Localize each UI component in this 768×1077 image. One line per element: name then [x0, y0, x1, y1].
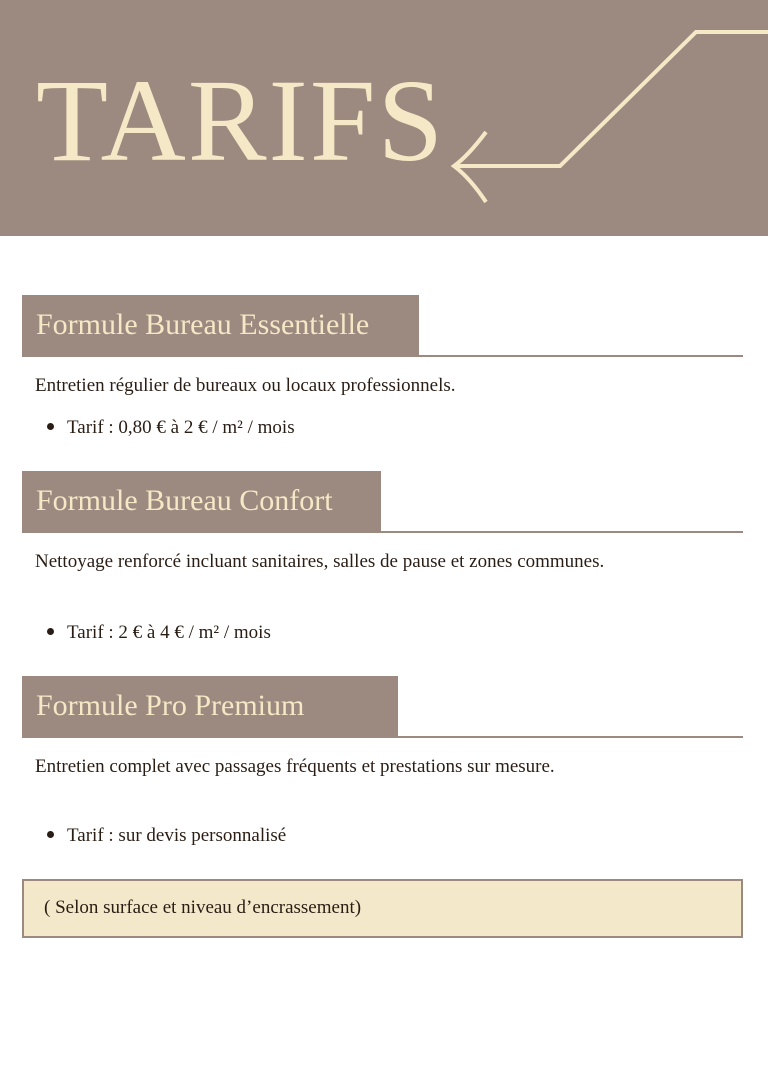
formula-confort — [22, 471, 743, 651]
formula-price — [47, 416, 295, 440]
formula-title-tag — [22, 676, 398, 738]
bullet-icon — [47, 628, 54, 635]
formula-title-tag — [22, 471, 381, 533]
section-divider — [22, 355, 743, 357]
section-divider — [22, 736, 743, 738]
price-text: Tarif : 0,80 € à 2 € / m² / mois — [67, 417, 295, 438]
pricing-note: ( Selon surface et niveau d’encrassement) — [44, 897, 362, 918]
price-text: Tarif : 2 € à 4 € / m² / mois — [67, 622, 271, 643]
formula-price — [47, 824, 286, 848]
header-banner — [0, 0, 768, 236]
bullet-icon — [47, 831, 54, 838]
formula-title: Formule Bureau Essentielle — [36, 308, 370, 341]
page-title: TARIFS — [36, 55, 446, 186]
formula-description: Nettoyage renforcé incluant sanitaires, salles de pause et zones communes. — [35, 551, 605, 572]
formula-title: Formule Bureau Confort — [36, 484, 333, 517]
formula-essentielle — [22, 295, 743, 445]
section-divider — [22, 531, 743, 533]
formula-price — [47, 621, 271, 645]
formula-premium — [22, 676, 743, 856]
formula-title-tag — [22, 295, 419, 357]
formula-title: Formule Pro Premium — [36, 689, 305, 722]
formula-description: Entretien régulier de bureaux ou locaux professionnels. — [35, 375, 456, 396]
price-text: Tarif : sur devis personnalisé — [67, 825, 287, 846]
arrow-left-icon — [440, 20, 768, 210]
bullet-icon — [47, 423, 54, 430]
pricing-note-box — [22, 879, 743, 938]
formula-description: Entretien complet avec passages fréquents et prestations sur mesure. — [35, 756, 555, 777]
